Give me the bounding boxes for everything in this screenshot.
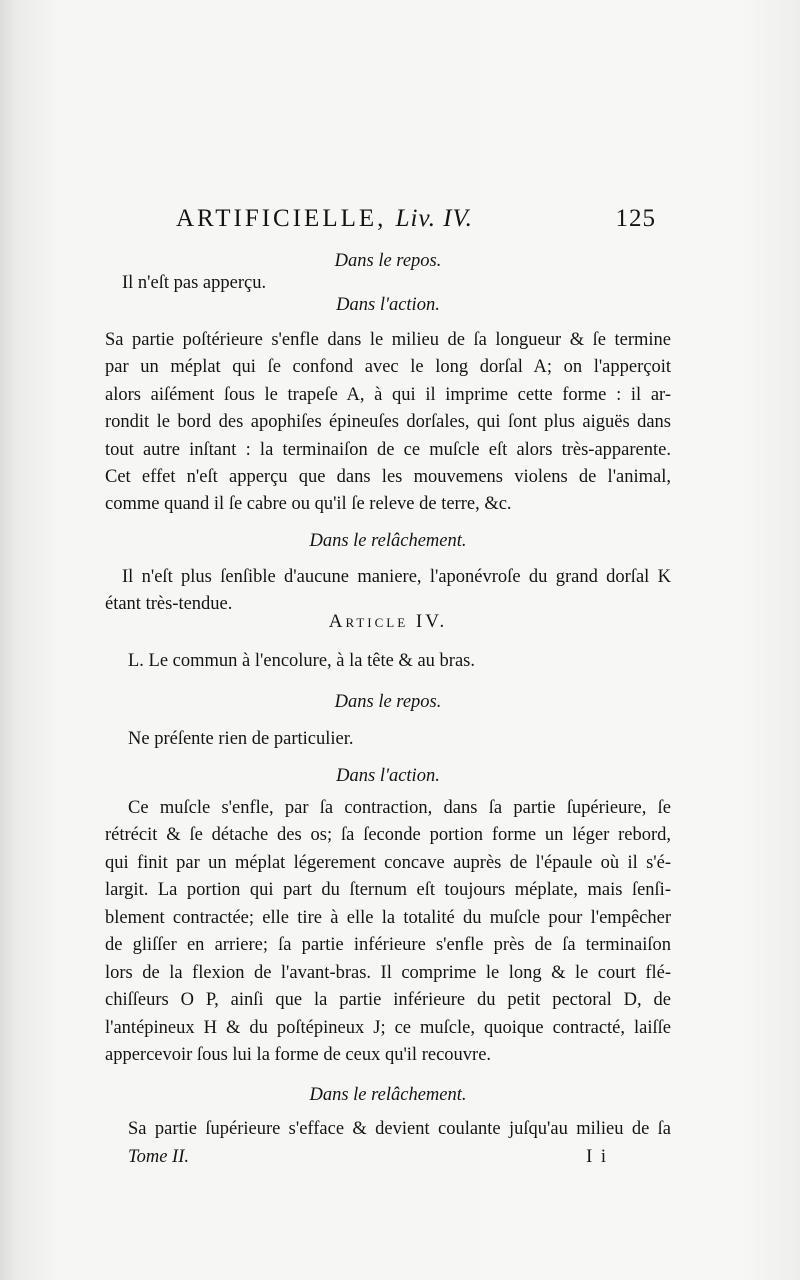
subheading-repos: Dans le repos.	[334, 692, 442, 712]
running-head-book: Liv. IV.	[395, 205, 473, 232]
text-line: Il n'eſt plus ſenſible d'aucune maniere, l'aponévroſe du grand dorſal K	[122, 567, 671, 587]
text-line: rétrécit & ſe détache des os; ſa ſeconde portion forme un léger rebord,	[105, 825, 671, 845]
subheading-relachement: Dans le relâchement.	[309, 531, 467, 551]
volume-label: Tome II.	[128, 1147, 189, 1167]
text-line: Sa partie ſupérieure s'efface & devient coulante juſqu'au milieu de ſa	[128, 1119, 671, 1139]
text-line: lors de la flexion de l'avant-bras. Il comprime le long & le court flé-	[105, 963, 671, 983]
running-head-title: ARTIFICIELLE,	[176, 205, 387, 232]
page-footer	[128, 1147, 608, 1173]
subheading-repos: Dans le repos.	[334, 251, 442, 271]
text-line: rondit le bord des apophiſes épineuſes dorſales, qui ſont plus aiguës dans	[105, 412, 671, 432]
text-line: Sa partie poſtérieure s'enfle dans le milieu de ſa longueur & ſe termine	[105, 330, 671, 350]
text-line: Cet effet n'eſt apperçu que dans les mouvemens violens de l'animal,	[105, 467, 671, 487]
text-line: qui finit par un méplat légerement concave auprès de l'épaule où il s'é-	[105, 853, 671, 873]
text-line: tout autre inſtant : la terminaiſon de ce muſcle eſt alors très-apparente.	[105, 440, 671, 460]
text-line: blement contractée; elle tire à elle la totalité du muſcle pour l'empêcher	[105, 908, 671, 928]
running-head	[176, 205, 473, 233]
text-line: Ce muſcle s'enfle, par ſa contraction, dans ſa partie ſupérieure, ſe	[128, 798, 671, 818]
text-line: l'antépineux H & du poſtépineux J; ce muſcle, quoique contracté, laiſſe	[105, 1018, 671, 1038]
subheading-action: Dans l'action.	[336, 295, 440, 315]
text-line: comme quand il ſe cabre ou qu'il ſe releve de terre, &c.	[105, 494, 512, 514]
text-line: Ne préſente rien de particulier.	[128, 729, 354, 749]
text-line: appercevoir ſous lui la forme de ceux qu'il recouvre.	[105, 1045, 492, 1065]
text-line: alors aiſément ſous le trapeſe A, à qui il imprime cette forme : il ar-	[105, 385, 671, 405]
text-line: par un méplat qui ſe confond avec le long dorſal A; on l'apperçoit	[105, 357, 671, 377]
article-heading: Article IV.	[328, 611, 448, 632]
text-line: étant très-tendue.	[105, 594, 233, 614]
subheading-relachement: Dans le relâchement.	[309, 1085, 467, 1105]
text-line: Il n'eſt pas apperçu.	[122, 273, 267, 293]
text-line: largit. La portion qui part du ſternum eſt toujours méplate, mais ſenſi-	[105, 880, 671, 900]
text-line: chiſſeurs O P, ainſi que la partie inférieure du petit pectoral D, de	[105, 990, 671, 1010]
page-number: 125	[615, 205, 656, 232]
text-line: de gliſſer en arriere; ſa partie inférieure s'enfle près de ſa terminaiſon	[105, 935, 671, 955]
muscle-title: L. Le commun à l'encolure, à la tête & au bras.	[128, 651, 475, 671]
subheading-action: Dans l'action.	[336, 766, 440, 786]
running-header	[176, 205, 656, 245]
signature-mark: I i	[586, 1147, 608, 1167]
